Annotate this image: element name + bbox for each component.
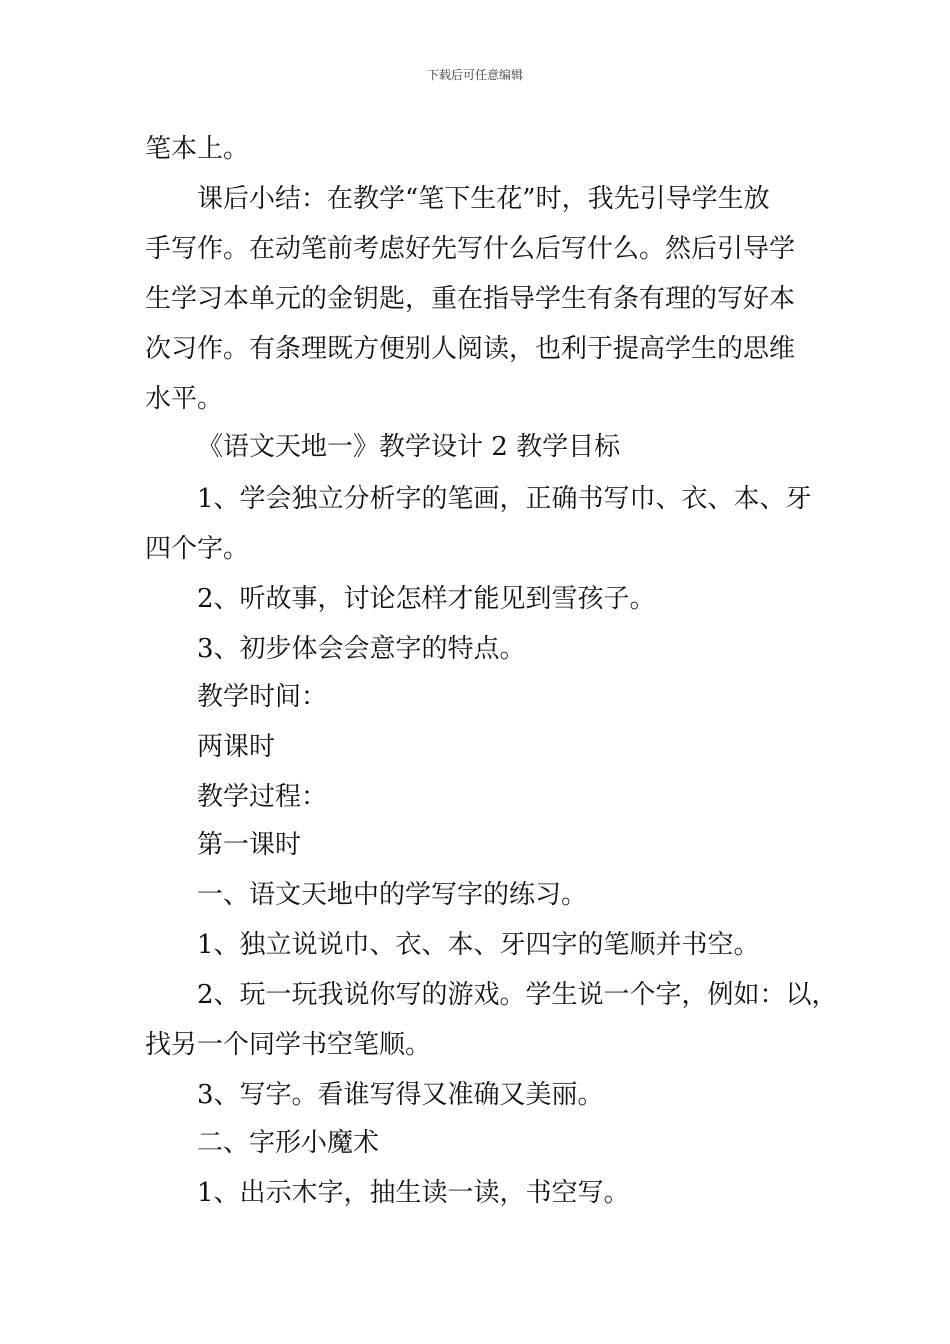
paragraph-line: 1、独立说说巾、衣、本、牙四字的笔顺并书空。 [197, 930, 760, 960]
paragraph-line: 水平。 [145, 384, 224, 414]
paragraph-line: 3、初步体会会意字的特点。 [197, 634, 526, 664]
paragraph-line: 四个字。 [145, 534, 250, 564]
paragraph-line: 两课时 [197, 732, 276, 762]
paragraph-line: 2、玩一玩我说你写的游戏。学生说一个字，例如：以， [197, 980, 838, 1010]
paragraph-line: 2、听故事，讨论怎样才能见到雪孩子。 [197, 584, 656, 614]
paragraph-line: 课后小结：在教学“笔下生花”时，我先引导学生放 [197, 184, 770, 214]
paragraph-line: 二、字形小魔术 [197, 1128, 380, 1158]
paragraph-line: 找另一个同学书空笔顺。 [145, 1030, 432, 1060]
paragraph-line: 一、语文天地中的学写字的练习。 [197, 880, 588, 910]
page-header: 下载后可任意编辑 [426, 68, 523, 82]
paragraph-line: 教学时间： [197, 682, 328, 712]
paragraph-line: 教学过程： [197, 782, 328, 812]
paragraph-line: 3、写字。看谁写得又准确又美丽。 [197, 1080, 604, 1110]
paragraph-line: 生学习本单元的金钥匙，重在指导学生有条有理的写好本 [145, 284, 796, 314]
paragraph-line: 第一课时 [197, 830, 302, 860]
paragraph-line: 1、出示木字，抽生读一读，书空写。 [197, 1178, 630, 1208]
paragraph-line: 笔本上。 [145, 134, 250, 164]
paragraph-line: 次习作。有条理既方便别人阅读，也利于提高学生的思维 [145, 334, 796, 364]
section-title: 《语文天地一》教学设计 2 教学目标 [197, 432, 621, 462]
paragraph-line: 手写作。在动笔前考虑好先写什么后写什么。然后引导学 [145, 234, 796, 264]
paragraph-line: 1、学会独立分析字的笔画，正确书写巾、衣、本、牙 [197, 484, 812, 514]
